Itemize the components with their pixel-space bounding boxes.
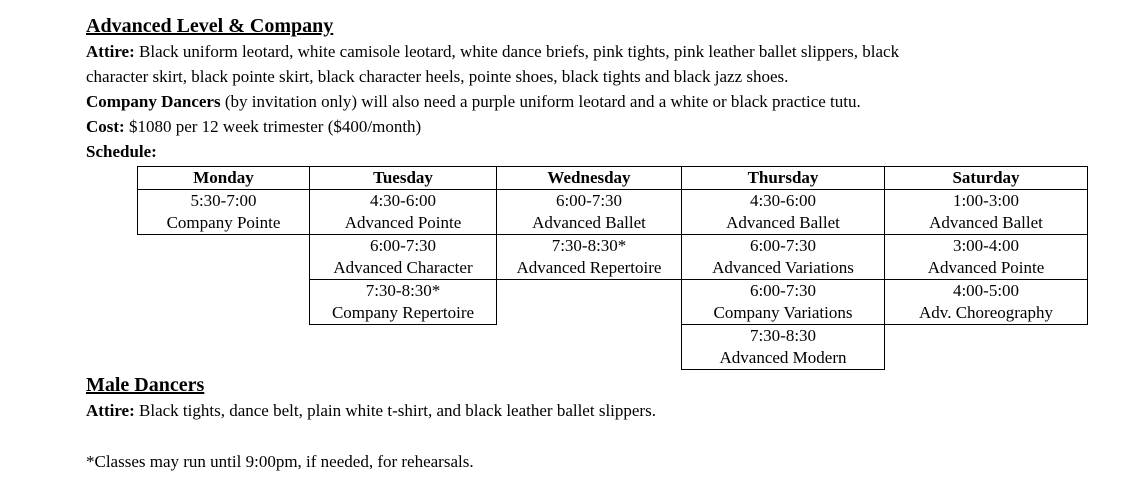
class-name: Advanced Ballet — [532, 213, 646, 232]
class-name: Company Pointe — [166, 213, 281, 232]
schedule-label: Schedule: — [86, 142, 157, 161]
male-attire-line — [86, 398, 1126, 423]
cost-line — [86, 114, 1126, 139]
advanced-attire-label: Attire: — [86, 42, 135, 61]
rehearsal-note: *Classes may run until 9:00pm, if needed, for rehearsals. — [86, 452, 474, 471]
class-name: Advanced Ballet — [929, 213, 1043, 232]
class-time: 1:00-3:00 — [952, 191, 1020, 210]
class-time: 7:30-8:30* — [551, 236, 627, 255]
schedule-table — [137, 166, 1088, 370]
schedule-row — [138, 190, 1088, 235]
schedule-header-row — [138, 167, 1088, 190]
day-header: Tuesday — [310, 167, 497, 190]
schedule-row — [138, 280, 1088, 325]
male-attire-text: Black tights, dance belt, plain white t-shirt, and black leather ballet slippers. — [134, 401, 656, 420]
class-time: 4:30-6:00 — [369, 191, 437, 210]
class-time: 6:00-7:30 — [749, 281, 817, 300]
class-name: Advanced Repertoire — [516, 258, 662, 277]
class-cell — [885, 190, 1088, 235]
class-time: 6:00-7:30 — [369, 236, 437, 255]
male-heading: Male Dancers — [86, 374, 205, 396]
class-time: 6:00-7:30 — [749, 236, 817, 255]
class-cell — [497, 235, 682, 280]
class-time: 4:30-6:00 — [749, 191, 817, 210]
class-cell — [310, 235, 497, 280]
class-cell — [310, 280, 497, 325]
empty-cell — [885, 325, 1088, 370]
day-header: Wednesday — [497, 167, 682, 190]
class-time: 5:30-7:00 — [190, 191, 257, 210]
male-section — [86, 373, 1126, 423]
class-name: Advanced Modern — [719, 348, 847, 367]
class-cell — [682, 280, 885, 325]
class-name: Advanced Ballet — [726, 213, 840, 232]
class-cell — [310, 190, 497, 235]
company-text: (by invitation only) will also need a purple uniform leotard and a white or black practice tutu. — [220, 92, 861, 111]
empty-cell — [138, 280, 310, 325]
advanced-attire-text: Black uniform leotard, white camisole leotard, white dance briefs, pink tights, pink leather ballet slippers, black — [134, 42, 900, 61]
schedule-row — [138, 325, 1088, 370]
company-label: Company Dancers — [86, 92, 221, 111]
class-cell — [138, 190, 310, 235]
day-header: Monday — [138, 167, 310, 190]
class-cell — [682, 235, 885, 280]
class-name: Advanced Pointe — [927, 258, 1045, 277]
empty-cell — [138, 325, 310, 370]
cost-text: $1080 per 12 week trimester ($400/month) — [124, 117, 422, 136]
advanced-attire-line — [86, 39, 1126, 64]
class-name: Adv. Choreography — [919, 303, 1053, 322]
class-name: Advanced Variations — [712, 258, 854, 277]
class-cell — [682, 325, 885, 370]
class-cell — [885, 280, 1088, 325]
advanced-attire-line-2: character skirt, black pointe skirt, black character heels, pointe shoes, black tights and black jazz shoes. — [86, 67, 789, 86]
class-cell — [682, 190, 885, 235]
class-name: Advanced Character — [333, 258, 473, 277]
day-header: Saturday — [885, 167, 1088, 190]
class-time: 4:00-5:00 — [952, 281, 1020, 300]
male-attire-label: Attire: — [86, 401, 135, 420]
empty-cell — [497, 325, 682, 370]
empty-cell — [497, 280, 682, 325]
class-name: Company Repertoire — [331, 303, 475, 322]
class-time: 3:00-4:00 — [952, 236, 1020, 255]
class-time: 7:30-8:30* — [365, 281, 441, 300]
class-cell — [497, 190, 682, 235]
advanced-heading: Advanced Level & Company — [86, 15, 334, 37]
class-name: Company Variations — [713, 303, 853, 322]
empty-cell — [138, 235, 310, 280]
schedule-row — [138, 235, 1088, 280]
advanced-section — [86, 14, 1126, 164]
day-header: Thursday — [682, 167, 885, 190]
class-time: 7:30-8:30 — [749, 326, 817, 345]
class-name: Advanced Pointe — [344, 213, 462, 232]
class-cell — [885, 235, 1088, 280]
empty-cell — [310, 325, 497, 370]
cost-label: Cost: — [86, 117, 125, 136]
company-line — [86, 89, 1126, 114]
class-time: 6:00-7:30 — [555, 191, 623, 210]
